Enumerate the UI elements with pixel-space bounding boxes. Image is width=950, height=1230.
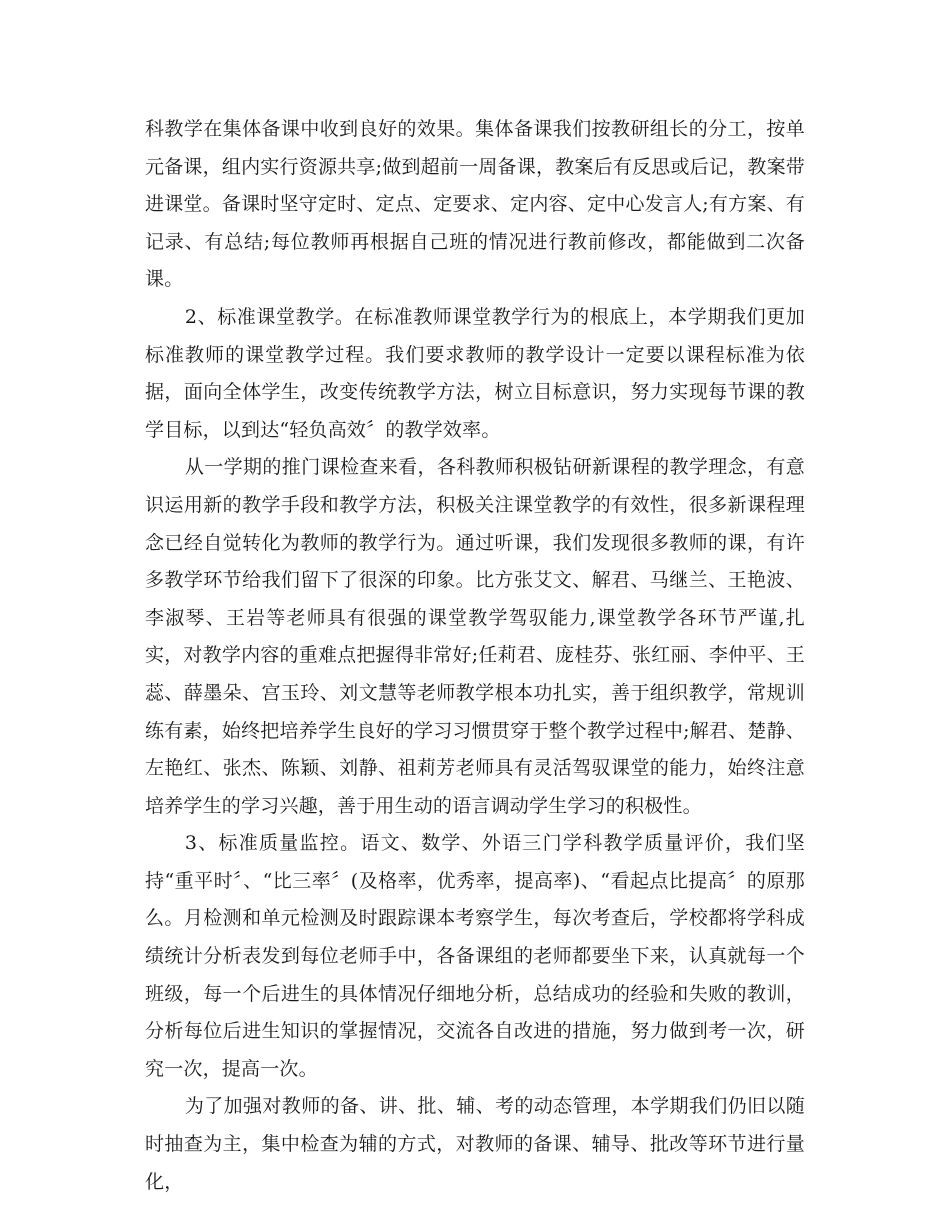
paragraph-classroom-teaching: 2、标准课堂教学。在标准教师课堂教学行为的根底上，本学期我们更加标准教师的课堂教学过程。我们要求教师的教学设计一定要以课程标准为依据，面向全体学生，改变传统教学方法，树立目标意识，努力实现每节课的教学目标，以到达“轻负高效〞的教学效率。 — [145, 305, 805, 441]
paragraph-lesson-prep: 科教学在集体备课中收到良好的效果。集体备课我们按教研组长的分工，按单元备课，组内实行资源共享;做到超前一周备课，教案后有反思或后记，教案带进课堂。备课时坚守定时、定点、定要求、定内容、定中心发言人;有方案、有记录、有总结;每位教师再根据自己班的情况进行教前修改，都能做到二次备课。 — [145, 118, 805, 291]
paragraph-dynamic-management: 为了加强对教师的备、讲、批、辅、考的动态管理，本学期我们仍旧以随时抽查为主，集中检查为辅的方式，对教师的备课、辅导、批改等环节进行量化， — [145, 1095, 805, 1193]
document-body — [145, 111, 805, 1201]
paragraph-class-inspection: 从一学期的推门课检查来看，各科教师积极钻研新课程的教学理念，有意识运用新的教学手段和教学方法，积极关注课堂教学的有效性，很多新课程理念已经自觉转化为教师的教学行为。通过听课，我们发现很多教师的课，有许多教学环节给我们留下了很深的印象。比方张艾文、解君、马继兰、王艳波、李淑琴、王岩等老师具有很强的课堂教学驾驭能力,课堂教学各环节严谨,扎实，对教学内容的重难点把握得非常好;任莉君、庞桂芬、张红丽、李仲平、王蕊、薛墨朵、宫玉玲、刘文慧等老师教学根本功扎实，善于组织教学，常规训练有素，始终把培养学生良好的学习习惯贯穿于整个教学过程中;解君、楚静、左艳红、张杰、陈颖、刘静、祖莉芳老师具有灵活驾驭课堂的能力，始终注意培养学生的学习兴趣，善于用生动的语言调动学生学习的积极性。 — [145, 456, 805, 817]
paragraph-quality-monitoring: 3、标准质量监控。语文、数学、外语三门学科教学质量评价，我们坚持“重平时〞、“比三率〞(及格率，优秀率，提高率)、“看起点比提高〞的原那么。月检测和单元检测及时跟踪课本考察学生，每次考查后，学校都将学科成绩统计分析表发到每位老师手中，各备课组的老师都要坐下来，认真就每一个班级，每一个后进生的具体情况仔细地分析，总结成功的经验和失败的教训，分析每位后进生知识的掌握情况，交流各自改进的措施，努力做到考一次，研究一次，提高一次。 — [145, 832, 805, 1080]
